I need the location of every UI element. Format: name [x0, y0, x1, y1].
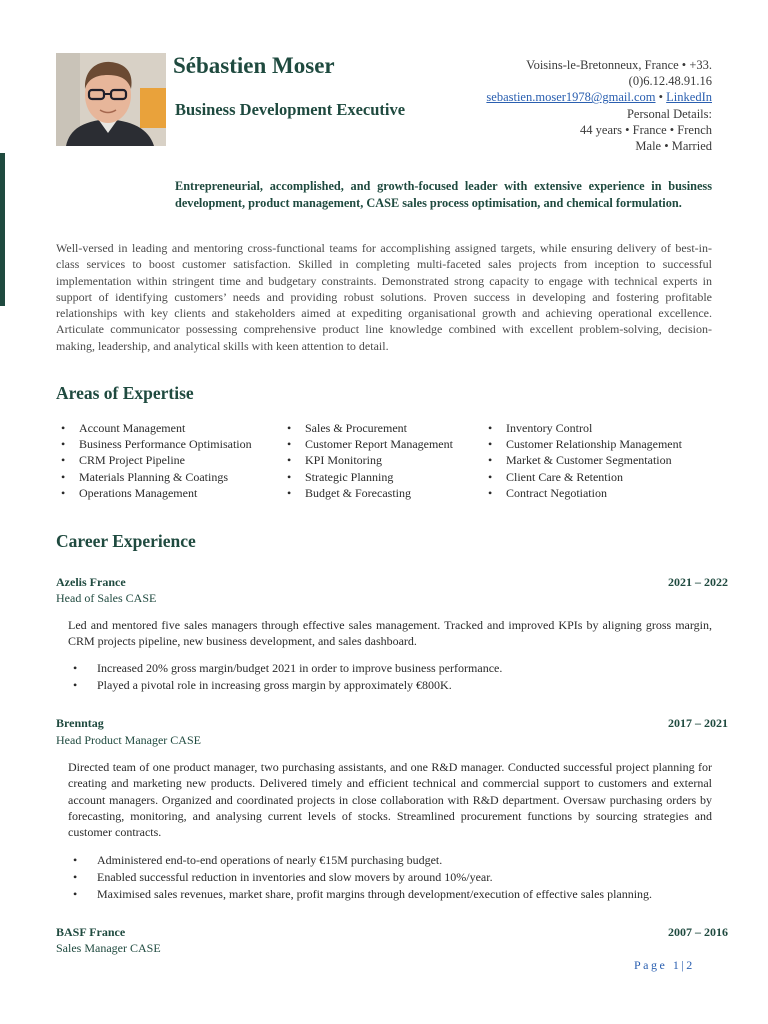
expertise-column-2 [283, 420, 453, 501]
linkedin-link[interactable]: LinkedIn [666, 90, 712, 105]
achievement-item: • Increased 20% gross margin/budget 2021 in order to improve business performance. [68, 660, 502, 677]
personal-details-status: Male • Married [635, 139, 712, 154]
expertise-item: • Operations Management [57, 485, 252, 501]
expertise-item: • KPI Monitoring [283, 452, 453, 468]
expertise-item: • Budget & Forecasting [283, 485, 453, 501]
career-heading: Career Experience [56, 531, 196, 551]
job-role: Head Product Manager CASE [56, 733, 201, 747]
job-achievements [68, 852, 652, 903]
expertise-item: • Market & Customer Segmentation [484, 452, 682, 468]
profile-tagline: Entrepreneurial, accomplished, and growth-focused leader with extensive experience in business development, product management, CASE sales process optimisation, and chemical formulation. [175, 179, 712, 210]
achievement-item: • Played a pivotal role in increasing gross margin by approximately €800K. [68, 677, 502, 694]
expertise-heading: Areas of Expertise [56, 383, 194, 403]
expertise-item: • CRM Project Pipeline [57, 452, 252, 468]
contact-links [486, 89, 712, 105]
job-company: Brenntag [56, 716, 104, 730]
personal-details-age-nationality: 44 years • France • French [580, 122, 712, 137]
contact-block [486, 57, 712, 154]
job-dates: 2021 – 2022 [668, 575, 728, 589]
job-company: Azelis France [56, 575, 126, 589]
left-accent-bar [0, 153, 5, 306]
email-link[interactable]: sebastien.moser1978@gmail.com [486, 90, 656, 105]
job-description: Directed team of one product manager, two purchasing assistants, and one R&D manager. Conducted successful project planning for creating and marketing new products. Delivered timely and efficient technical and commercial support to customers and external account managers. Organized and coordinated projects in close collaboration with R&D department. Oversaw purchasing orders by forecasting, monitoring, and analysing current levels of stocks. Streamlined procurement functions by sourcing strategies and customer contracts. [68, 760, 712, 840]
job-description: Led and mentored five sales managers through effective sales management. Tracked and improved KPIs by aligning gross margin, CRM projects pipeline, new business development, and sales dashboard. [68, 618, 712, 649]
job-dates: 2007 – 2016 [668, 925, 728, 939]
achievement-item: • Enabled successful reduction in inventories and slow movers by around 10%/year. [68, 869, 652, 886]
achievement-item: • Administered end-to-end operations of nearly €15M purchasing budget. [68, 852, 652, 869]
expertise-item: • Strategic Planning [283, 469, 453, 485]
job-role: Sales Manager CASE [56, 941, 161, 955]
candidate-name: Sébastien Moser [173, 53, 335, 78]
candidate-title: Business Development Executive [175, 100, 406, 119]
page-number: Page 1|2 [634, 958, 695, 972]
expertise-column-1 [57, 420, 252, 501]
contact-address: Voisins-le-Bretonneux, France • +33. [526, 58, 712, 72]
expertise-item: • Customer Report Management [283, 436, 453, 452]
link-separator: • [655, 90, 667, 105]
expertise-item: • Sales & Procurement [283, 420, 453, 436]
expertise-item: • Account Management [57, 420, 252, 436]
profile-photo [56, 53, 166, 146]
contact-phone: (0)6.12.48.91.16 [628, 74, 712, 89]
expertise-item: • Materials Planning & Coatings [57, 469, 252, 485]
expertise-item: • Customer Relationship Management [484, 436, 682, 452]
job-company: BASF France [56, 925, 126, 939]
expertise-item: • Client Care & Retention [484, 469, 682, 485]
expertise-item: • Contract Negotiation [484, 485, 682, 501]
profile-summary: Well-versed in leading and mentoring cross-functional teams for accomplishing assigned targets, while ensuring delivery of best-in-class services to boost customer satisfaction. Skilled in completing multi-faceted sales projects from inception to successful implementation within stringent time and budgetary constraints. Demonstrated strong capacity to engage with technical experts in support of identifying customers’ needs and providing robust solutions. Proven success in developing and fostering profitable relationships with key clients and stakeholders aimed at expediting organisational growth and achieving operational excellence. Articulate communicator possessing comprehensive product line knowledge combined with excellent problem-solving, decision-making, leadership, and analytical skills with keen attention to detail. [56, 241, 712, 353]
expertise-column-3 [484, 420, 682, 501]
job-role: Head of Sales CASE [56, 591, 157, 605]
achievement-item: • Maximised sales revenues, market share, profit margins through development/execution of effective sales planning. [68, 886, 652, 903]
job-dates: 2017 – 2021 [668, 716, 728, 730]
expertise-item: • Inventory Control [484, 420, 682, 436]
personal-details-label: Personal Details: [626, 106, 712, 121]
job-achievements [68, 660, 502, 694]
expertise-item: • Business Performance Optimisation [57, 436, 252, 452]
